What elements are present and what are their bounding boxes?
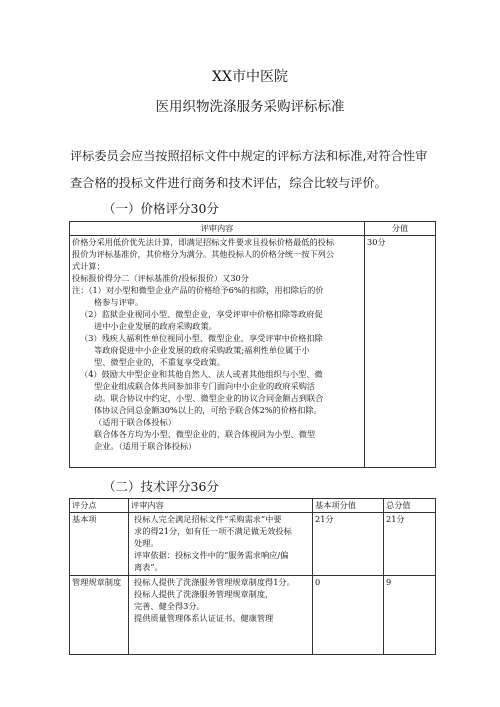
text-line: 投标人完全满足招标文件“采购需求”中要 [134,514,282,524]
table-header-row [70,222,436,236]
scoring-point-cell: 基本项 [70,513,129,576]
text-line: 求的得21分，如有任一项不满足做无效投标 [134,526,292,536]
table-header-row [70,499,436,513]
header-total-score: 总分值 [384,499,436,513]
text-line: 评审依据：投标文件中的“服务需求响应/偏 [134,550,289,560]
content-cell [129,513,313,576]
text-line: 离表”。 [134,562,163,572]
base-score-cell: 21分 [313,513,384,576]
table-row [70,576,436,655]
text-line: （3）残疾人福利性单位视同小型、微型企业，享受评审中价格扣除 [80,333,323,343]
text-line: （适用于联合体投标） [94,417,176,427]
text-line: 价格分采用低价优先法计算，即满足招标文件要求且投标价格最低的投标 [72,237,335,247]
document-title: XX市中医院 [212,69,288,85]
text-line: 完善、健全得3分。 [134,601,205,611]
section-heading-technical: （二）技术评分36分 [103,479,219,494]
text-line: 报价为评标基准价，其价格分为满分。其他投标人的价格分统一按下列公 [72,249,335,259]
table-row [70,236,436,468]
text-line: 式计算： [72,261,105,271]
text-line: （2）监狱企业视同小型、微型企业，享受评审中价格扣除等政府促 [80,309,323,319]
header-content: 评审内容 [129,499,313,513]
section-heading-price: （一）价格评分30分 [103,201,219,216]
header-score: 分值 [365,222,436,236]
text-line: 体协议合同总金额30%以上的，可给予联合体2%的价格扣除。 [94,405,322,415]
content-cell [129,576,313,655]
base-score-cell: 0 [313,576,384,655]
text-line: 格参与评审。 [94,297,144,307]
text-line: 型企业组成联合体共同参加非专门面向中小企业的政府采购活 [94,381,316,391]
table-row [70,513,436,576]
total-score-cell: 9 [384,576,436,655]
price-scoring-table [69,221,436,468]
text-line: 等政府促进中小企业发展的政府采购政策;福利性单位属于小 [94,345,310,355]
text-line: 提供质量管理体系认证证书、健康管理 [134,613,274,623]
text-line: 型、微型企业的，不重复享受政策。 [94,357,226,367]
text-line: 企业。（适用于联合体投标） [94,441,197,451]
text-line: 进中小企业发展的政府采购政策。 [94,321,217,331]
scoring-point-cell: 管理规章制度 [70,576,129,655]
text-line: （4）鼓励大中型企业和其他自然人、法人或者其他组织与小型、微 [80,369,323,379]
header-scoring-point: 评分点 [70,499,129,513]
intro-line-1: 评标委员会应当按照招标文件中规定的评标方法和标准,对符合性审 [70,149,428,163]
text-line: 注：（1）对小型和微型企业产品的价格给予6%的扣除，用扣除后的价 [72,285,324,295]
total-score-cell: 21分 [384,513,436,576]
intro-line-2: 查合格的投标文件进行商务和技术评估，综合比较与评价。 [70,176,387,190]
text-line: 动。联合协议中约定，小型、微型企业的协议合同金额占到联合 [94,393,324,403]
text-line: 处理。 [134,538,159,548]
header-content: 评审内容 [70,222,365,236]
technical-scoring-table [69,498,436,655]
text-line: 投标报价得分二（评标基准价/投标报价）又30分 [72,273,249,283]
price-content-cell [70,236,365,468]
header-base-score: 基本项分值 [313,499,384,513]
text-line: 联合体各方均为小型、微型企业的，联合体视同为小型、微型 [94,429,316,439]
text-line: 投标人提供了洗涤服务管理规章制度得1分。 [134,577,295,587]
document-subtitle: 医用织物洗涤服务采购评标标准 [155,99,345,115]
text-line: 投标人提供了洗涤服务管理规章制度， [134,589,274,599]
price-score-cell: 30分 [365,236,436,468]
